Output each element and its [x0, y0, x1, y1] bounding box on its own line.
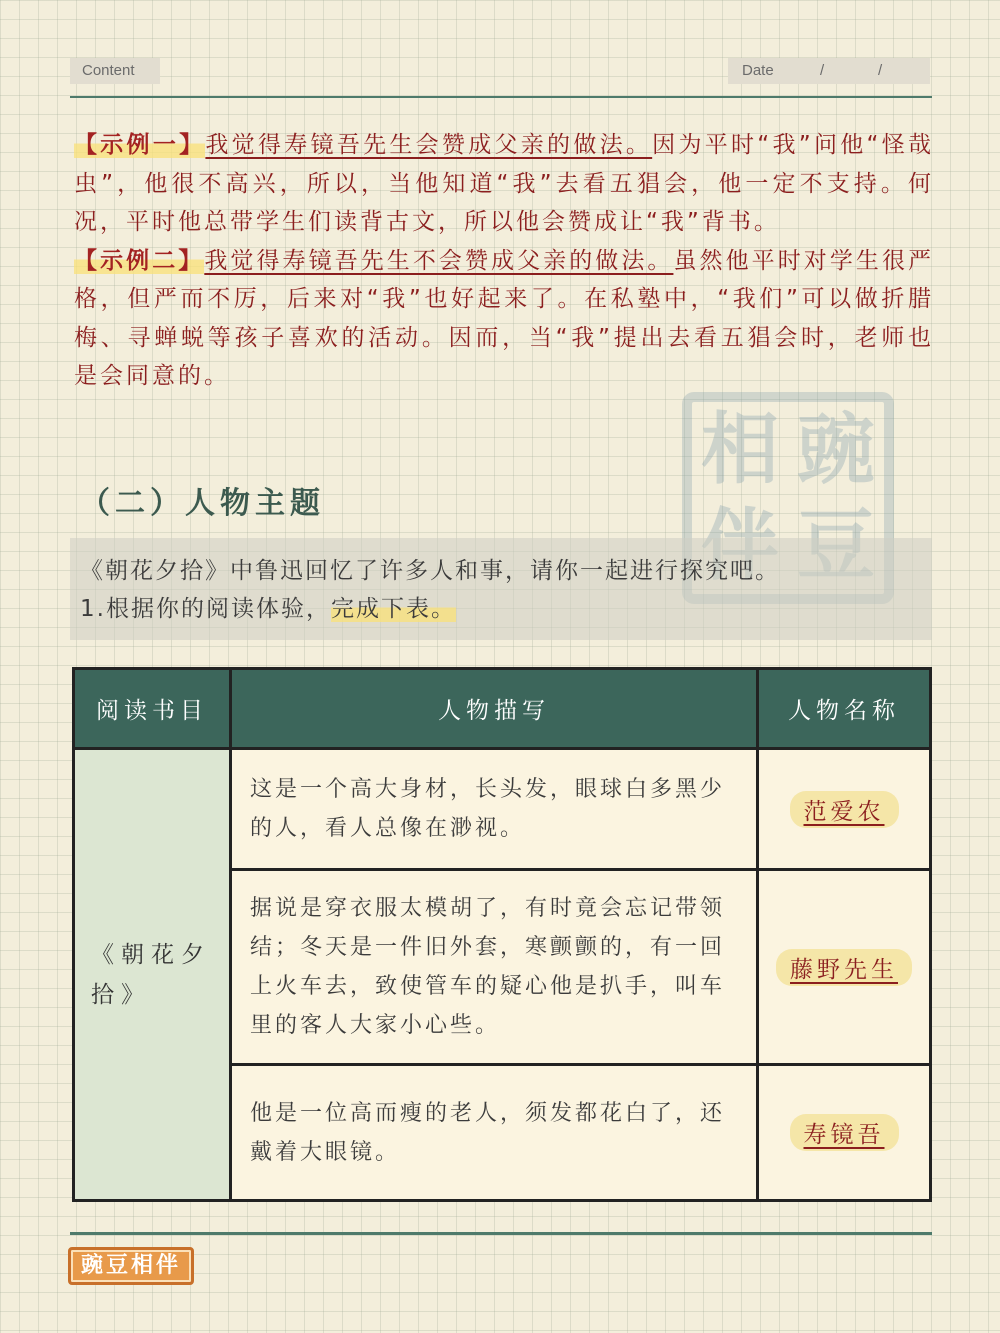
instruction-line	[80, 590, 930, 628]
character-table	[72, 667, 932, 1202]
instruction-text: 1.根据你的阅读体验，	[80, 596, 331, 622]
name-cell	[758, 1065, 931, 1201]
example-one-reason: 因为平时“我”问他“怪哉虫”，他很不高兴，所以，当他知道“我”去看五猖会，他一定不支持。何况，平时他总带学生们读背古文，所以他会赞成让“我”背书。	[74, 132, 935, 235]
character-name: 藤野先生	[776, 949, 912, 986]
header-book: 阅读书目	[74, 669, 231, 749]
brand-logo: 豌豆相伴	[68, 1247, 194, 1285]
seal-char: 相	[700, 404, 779, 495]
seal-char: 豌	[796, 404, 875, 495]
character-name: 寿镜吾	[790, 1114, 899, 1151]
content-label: Content	[70, 58, 160, 84]
date-field	[728, 58, 930, 84]
intro-line: 《朝花夕拾》中鲁迅回忆了许多人和事，请你一起进行探究吧。	[80, 558, 780, 584]
section-title: （二）人物主题	[80, 486, 325, 521]
book-title-cell: 《朝花夕拾》	[74, 749, 231, 1201]
example-one-tag: 【示例一】	[74, 132, 206, 158]
date-separator: /	[820, 62, 825, 79]
header-name: 人物名称	[758, 669, 931, 749]
instruction-highlight: 完成下表。	[330, 596, 456, 622]
description-cell: 这是一个高大身材，长头发，眼球白多黑少的人，看人总像在渺视。	[231, 749, 758, 870]
name-cell	[758, 870, 931, 1065]
section-intro	[80, 552, 930, 628]
footer-rule	[70, 1232, 932, 1235]
example-two-claim: 我觉得寿镜吾先生不会赞成父亲的做法。	[204, 247, 674, 274]
description-cell: 据说是穿衣服太模胡了，有时竟会忘记带领结；冬天是一件旧外套，寒颤颤的，有一回上火车去，致使管车的疑心他是扒手，叫车里的客人大家小心些。	[231, 870, 758, 1065]
character-name: 范爱农	[790, 791, 899, 828]
date-label: Date	[742, 62, 774, 79]
header-rule	[70, 96, 932, 98]
description-cell: 他是一位高而瘦的老人，须发都花白了，还戴着大眼镜。	[231, 1065, 758, 1201]
example-two	[74, 242, 934, 396]
example-one	[74, 126, 934, 242]
table-header-row	[74, 669, 931, 749]
table-row	[74, 749, 931, 870]
header-description: 人物描写	[231, 669, 758, 749]
date-separator: /	[878, 62, 883, 79]
example-one-claim: 我觉得寿镜吾先生会赞成父亲的做法。	[205, 132, 653, 158]
example-answers	[74, 126, 934, 396]
example-two-reason: 虽然他平时对学生很严格，但严而不厉，后来对“我”也好起来了。在私塾中，“我们”可以做折腊梅、寻蝉蜕等孩子喜欢的活动。因而，当“我”提出去看五猖会时，老师也是会同意的。	[74, 247, 934, 389]
example-two-tag: 【示例二】	[74, 247, 205, 274]
name-cell	[758, 749, 931, 870]
